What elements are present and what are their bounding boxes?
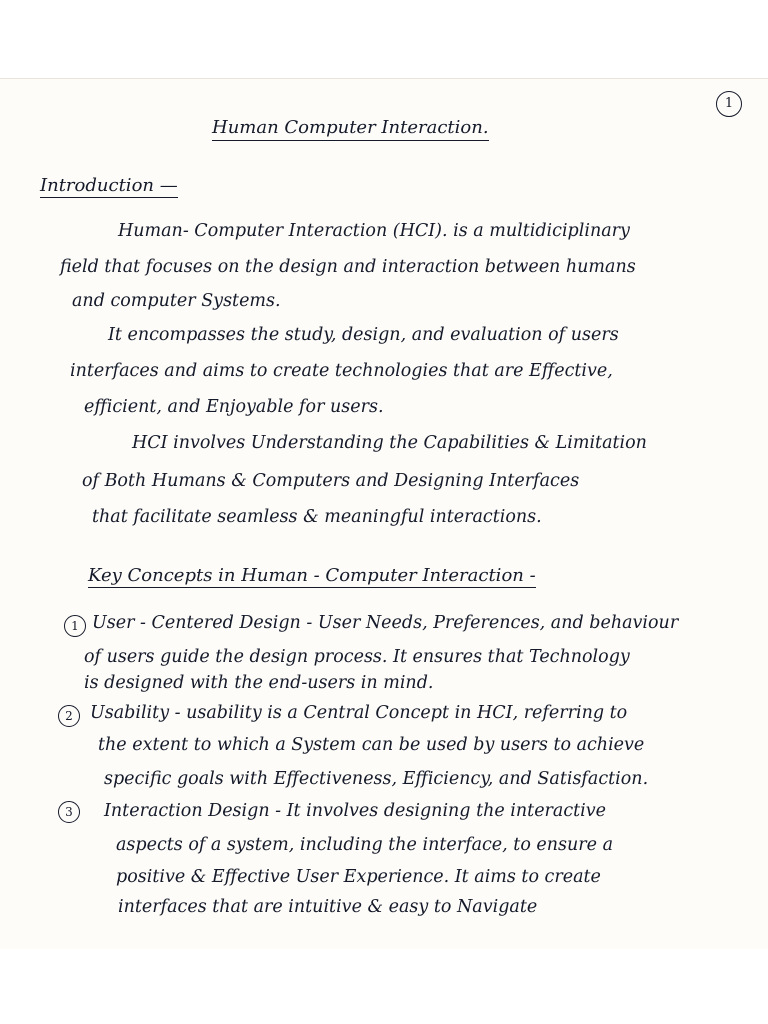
intro-line: interfaces and aims to create technologies that are Effective, (70, 361, 613, 381)
intro-line: efficient, and Enjoyable for users. (84, 397, 384, 417)
concept-line: specific goals with Effectiveness, Efficiency, and Satisfaction. (104, 769, 649, 789)
intro-line: field that focuses on the design and interaction between humans (60, 257, 636, 277)
intro-line: of Both Humans & Computers and Designing Interfaces (82, 471, 580, 491)
key-concepts-heading: Key Concepts in Human - Computer Interaction - (88, 565, 536, 586)
concept-line: aspects of a system, including the interface, to ensure a (116, 835, 614, 855)
page-number: 1 (716, 91, 742, 117)
item-number: 2 (58, 705, 80, 727)
concept-line: User - Centered Design - User Needs, Preferences, and behaviour (92, 613, 679, 633)
notebook-page (0, 78, 768, 949)
intro-line: and computer Systems. (72, 291, 281, 311)
item-number: 1 (64, 615, 86, 637)
concept-line: Usability - usability is a Central Concept in HCI, referring to (90, 703, 628, 723)
concept-line: is designed with the end-users in mind. (84, 673, 434, 693)
intro-line: It encompasses the study, design, and evaluation of users (108, 325, 619, 345)
intro-line: HCI involves Understanding the Capabilities & Limitation (132, 433, 647, 453)
concept-line: positive & Effective User Experience. It aims to create (116, 867, 601, 887)
introduction-heading: Introduction — (40, 175, 178, 196)
concept-line: of users guide the design process. It ensures that Technology (84, 647, 630, 667)
intro-line: that facilitate seamless & meaningful interactions. (92, 507, 542, 527)
intro-line: Human- Computer Interaction (HCI). is a multidiciplinary (118, 221, 630, 241)
concept-line: the extent to which a System can be used by users to achieve (98, 735, 645, 755)
concept-line: interfaces that are intuitive & easy to Navigate (118, 897, 538, 917)
page-title: Human Computer Interaction. (212, 117, 489, 141)
item-number: 3 (58, 801, 80, 823)
concept-line: Interaction Design - It involves designing the interactive (104, 801, 607, 821)
